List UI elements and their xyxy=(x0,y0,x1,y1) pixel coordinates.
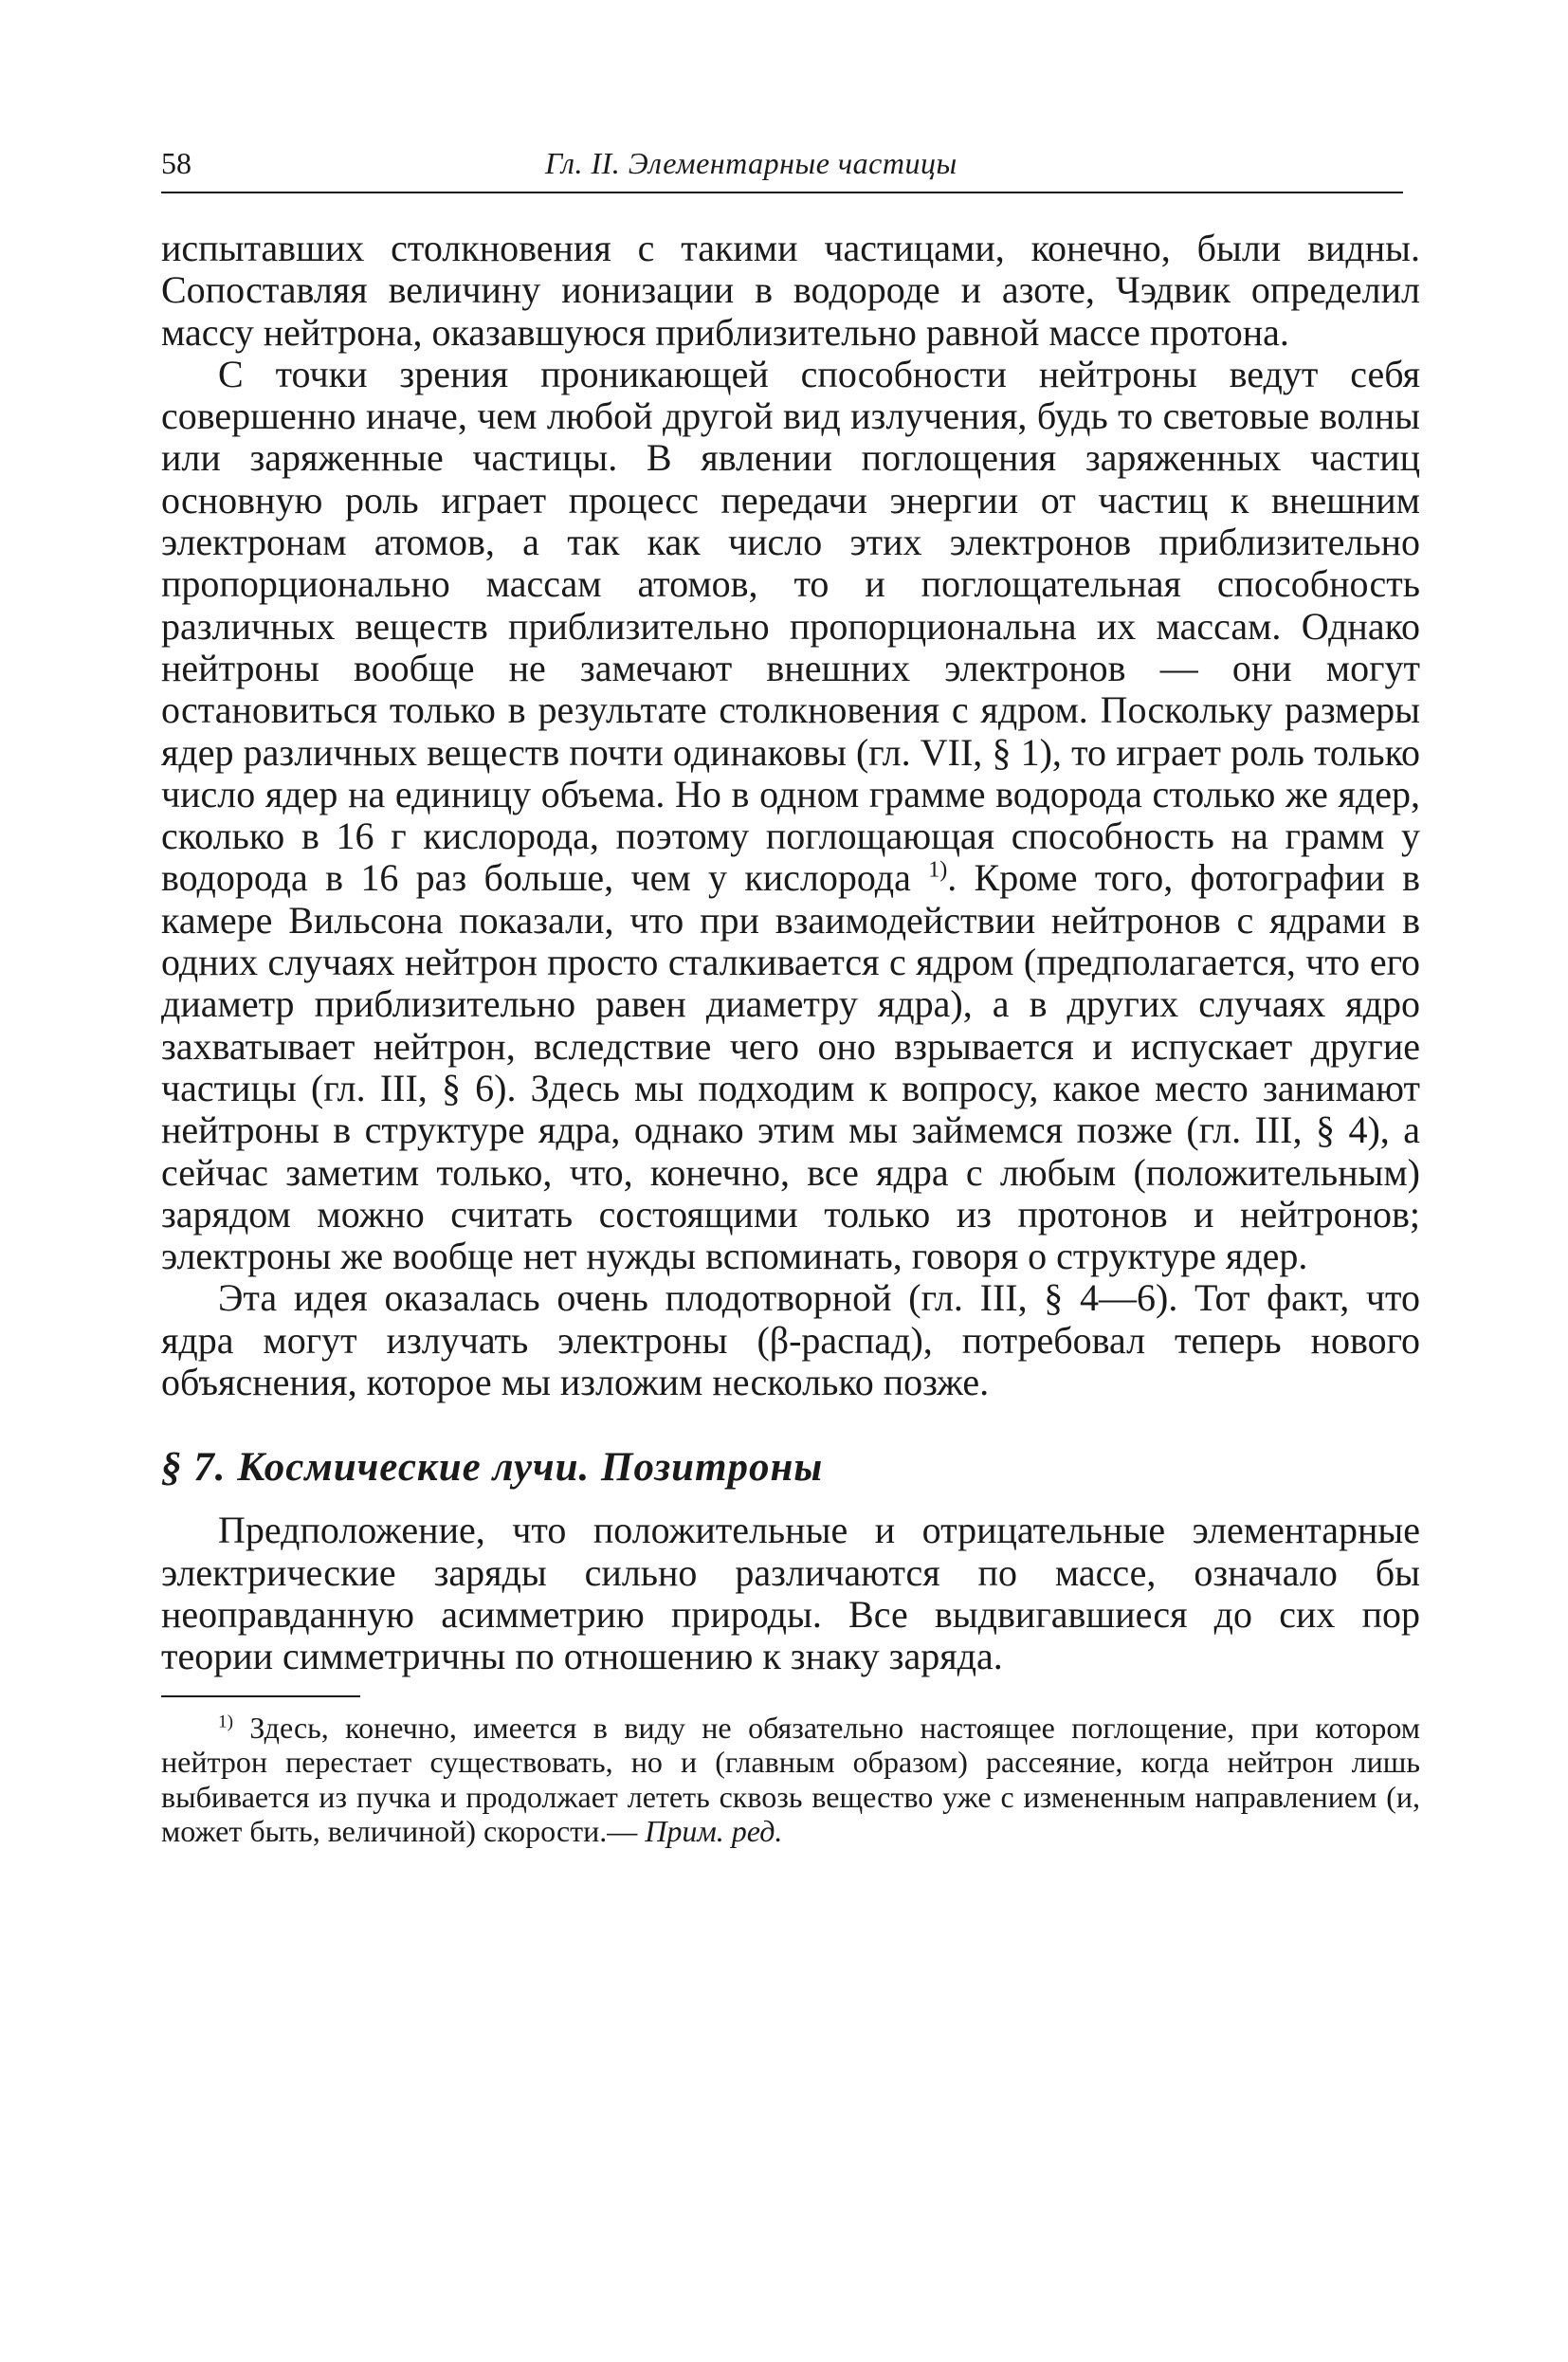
paragraph-2 xyxy=(161,354,1420,1278)
footnote-rule xyxy=(161,1695,360,1697)
section-heading: § 7. Космические лучи. Позитроны xyxy=(161,1445,824,1491)
paragraph-2-part-1: С точки зрения проникающей способности нейтроны ведут себя совершенно иначе, чем любой другой вид излучения, будь то световые волны или заряженные частицы. В явлении поглощения заряженных частиц основную роль играет процесс передачи энергии от частиц к внешним электронам атомов, а так как число этих электронов приблизительно пропорционально массам атомов, то и поглощательная способность различных веществ приблизительно пропорциональна их массам. Однако нейтроны вообще не замечают внешних электронов — они могут остановиться только в результате столкновения с ядром. Поскольку размеры ядер различных веществ почти одинаковы (гл. VII, § 1), то играет роль только число ядер на единицу объема. Но в одном грамме водорода столько же ядер, сколько в 16 г кислорода, поэтому поглощающая способность на грамм у водорода в 16 раз больше, чем у кислорода xyxy=(161,352,1420,900)
footnote-reference: 1) xyxy=(928,858,948,884)
book-page xyxy=(161,142,1420,1849)
header-rule xyxy=(161,192,1403,193)
body-text xyxy=(161,228,1420,1678)
running-head xyxy=(161,142,1420,184)
section-paragraph: Предположение, что положительные и отрицательные элементарные электрические заряды сильно различаются по массе, означало бы неоправданную асимметрию природы. Все выдвигавшиеся до сих пор теории симметричны по отношению к знаку заряда. xyxy=(161,1509,1420,1678)
footnote-attribution: Прим. ред. xyxy=(645,1814,783,1848)
running-title: Гл. II. Элементарные частицы xyxy=(545,146,957,180)
paragraph-2-part-2: . Кроме того, фотографии в камере Вильсона показали, что при взаимодействии нейтронов с ядрами в одних случаях нейтрон просто сталкивается с ядром (предполагается, что его диаметр приблизительно равен диаметру ядра), а в других случаях ядро захватывает нейтрон, вследствие чего оно взрывается и испускает другие частицы (гл. III, § 6). Здесь мы подходим к вопросу, какое место занимают нейтроны в структуре ядра, однако этим мы займемся позже (гл. III, § 4), а сейчас заметим только, что, конечно, все ядра с любым (положительным) зарядом можно считать состоящими только из протонов и нейтронов; электроны же вообще нет нужды вспоминать, говоря о структуре ядер. xyxy=(161,856,1421,1278)
footnote xyxy=(161,1711,1420,1849)
paragraph-1: испытавших столкновения с такими частицами, конечно, были видны. Сопоставляя величину ионизации в водороде и азоте, Чэдвик определил массу нейтрона, оказавшуюся приблизительно равной массе протона. xyxy=(161,227,1420,354)
footnote-text: Здесь, конечно, имеется в виду не обязательно настоящее поглощение, при котором нейтрон перестает существовать, но и (главным образом) рассеяние, когда нейтрон лишь выбивается из пучка и продолжает лететь сквозь вещество уже с измененным направлением (и, может быть, величиной) скорости.— xyxy=(161,1710,1420,1848)
footnote-marker: 1) xyxy=(218,1711,233,1731)
paragraph-3: Эта идея оказалась очень плодотворной (гл. III, § 4—6). Тот факт, что ядра могут излучать электроны (β-распад), потребовал теперь нового объяснения, которое мы изложим несколько позже. xyxy=(161,1276,1420,1404)
page-number: 58 xyxy=(161,146,191,180)
